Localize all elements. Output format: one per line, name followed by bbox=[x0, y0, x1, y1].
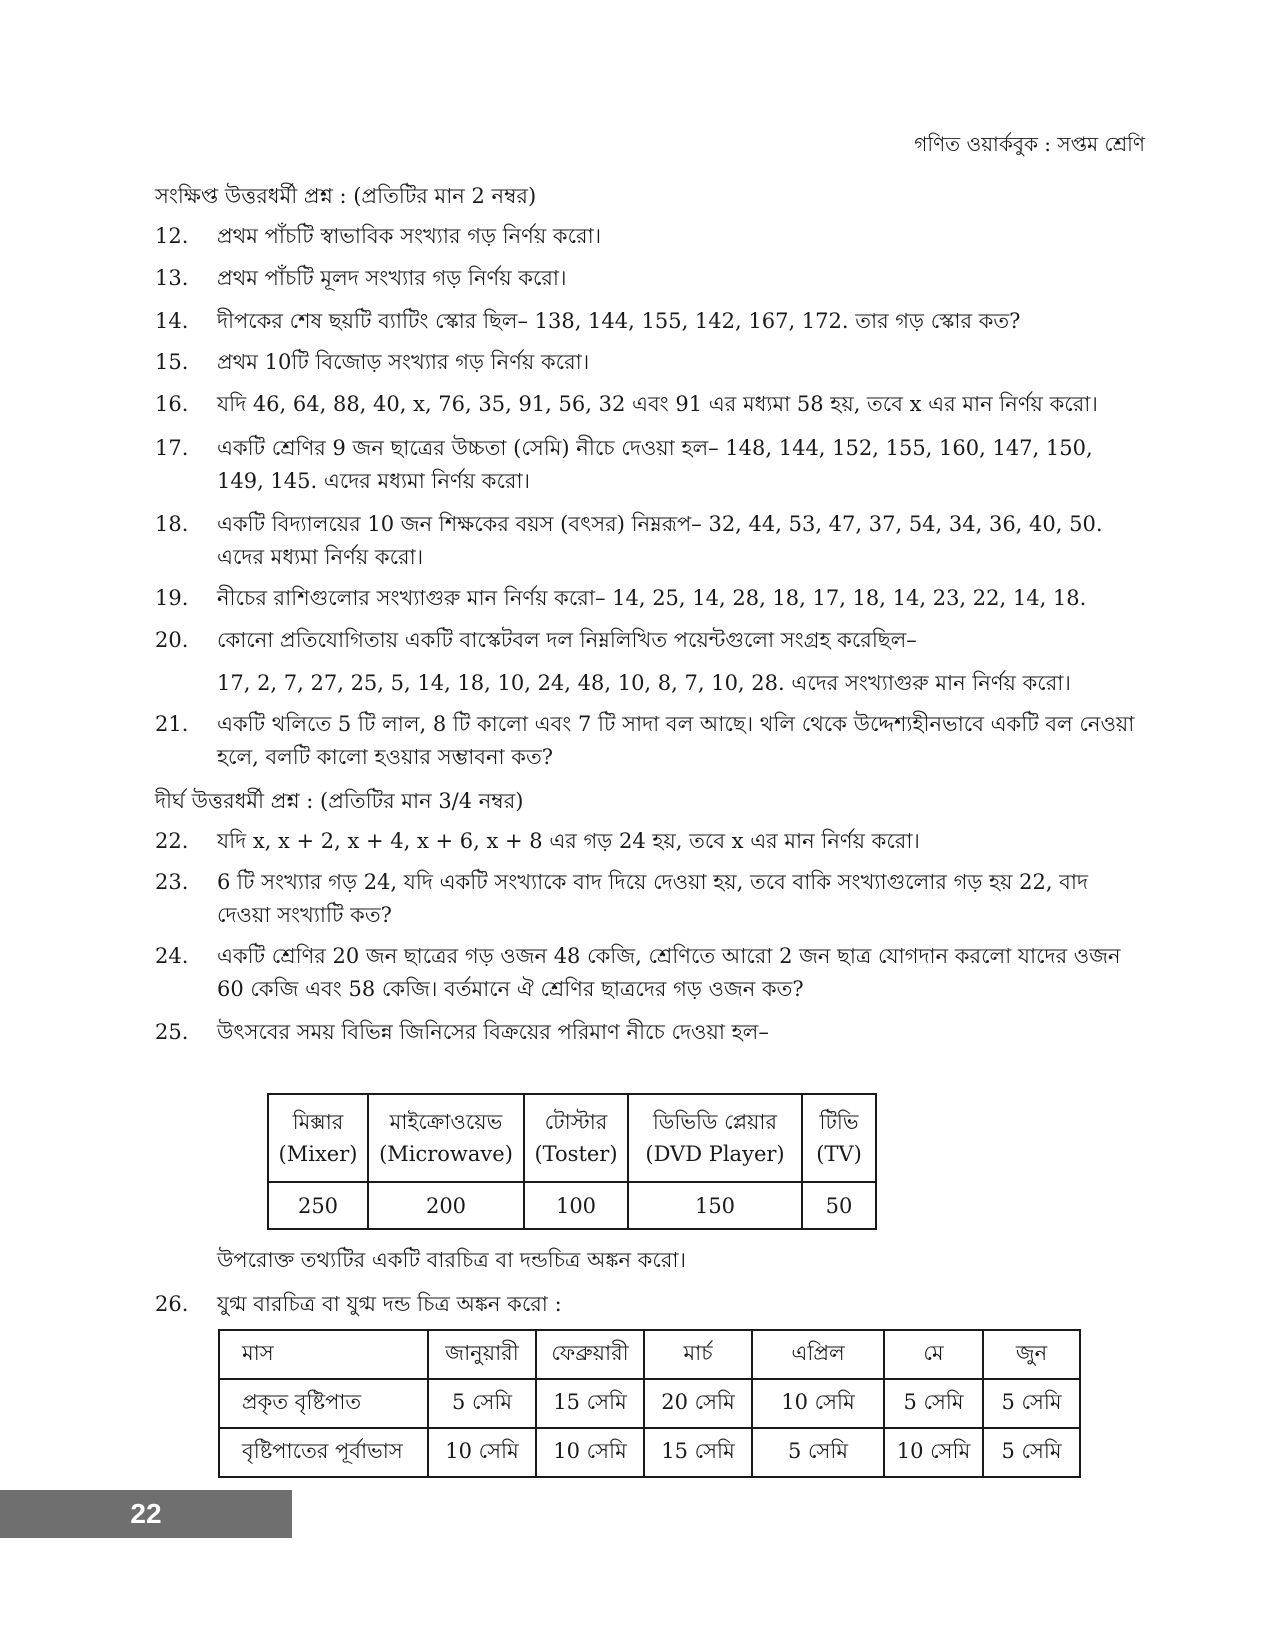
question-13 bbox=[155, 262, 1145, 295]
question-number: 16. bbox=[155, 392, 189, 416]
question-22 bbox=[155, 825, 1145, 858]
table-cell: 50 bbox=[802, 1182, 876, 1229]
table-cell: 10 সেমি bbox=[428, 1428, 536, 1477]
table-header-cell bbox=[802, 1094, 876, 1182]
question-18 bbox=[155, 508, 1145, 574]
table-header-row bbox=[268, 1094, 876, 1182]
header-en: (Mixer) bbox=[278, 1142, 358, 1166]
question-continuation: 17, 2, 7, 27, 25, 5, 14, 18, 10, 24, 48, 10, 8, 7, 10, 28. এদের সংখ্যাগুরু মান নির্ণয় করো। bbox=[217, 671, 1071, 695]
table-cell: 250 bbox=[268, 1182, 368, 1229]
table-cell: 15 সেমি bbox=[536, 1379, 644, 1428]
question-number: 26. bbox=[155, 1292, 189, 1316]
question-number: 12. bbox=[155, 224, 189, 248]
question-17 bbox=[155, 432, 1145, 498]
table-header-cell: ফেব্রুয়ারী bbox=[536, 1330, 644, 1379]
sales-table bbox=[267, 1093, 877, 1230]
question-text: 6 টি সংখ্যার গড় 24, যদি একটি সংখ্যাকে বাদ দিয়ে দেওয়া হয়, তবে বাকি সংখ্যাগুলোর গড় হয় 22, বাদ দেওয়া সংখ্যাটি কত? bbox=[217, 870, 1088, 927]
question-12 bbox=[155, 220, 1145, 253]
question-text: দীপকের শেষ ছয়টি ব্যাটিং স্কোর ছিল– 138, 144, 155, 142, 167, 172. তার গড় স্কোর কত? bbox=[217, 309, 1021, 333]
question-number: 24. bbox=[155, 944, 189, 968]
table-cell: 20 সেমি bbox=[644, 1379, 752, 1428]
question-15 bbox=[155, 346, 1145, 379]
question-text: প্রথম পাঁচটি স্বাভাবিক সংখ্যার গড় নির্ণয় করো। bbox=[217, 224, 602, 248]
question-text: প্রথম 10টি বিজোড় সংখ্যার গড় নির্ণয় করো। bbox=[217, 350, 590, 374]
table-header-cell bbox=[268, 1094, 368, 1182]
table-cell: 5 সেমি bbox=[428, 1379, 536, 1428]
question-21 bbox=[155, 708, 1145, 774]
question-number: 19. bbox=[155, 586, 189, 610]
table-cell: 5 সেমি bbox=[884, 1379, 983, 1428]
table-header-cell: এপ্রিল bbox=[752, 1330, 884, 1379]
question-24 bbox=[155, 940, 1145, 1006]
long-answer-section-title: দীর্ঘ উত্তরধর্মী প্রশ্ন : (প্রতিটির মান 3/4 নম্বর) bbox=[155, 789, 524, 813]
header-en: (TV) bbox=[816, 1142, 862, 1166]
question-text: উৎসবের সময় বিভিন্ন জিনিসের বিক্রয়ের পরিমাণ নীচে দেওয়া হল– bbox=[217, 1020, 769, 1044]
question-25 bbox=[155, 1016, 1145, 1049]
question-number: 25. bbox=[155, 1020, 189, 1044]
question-text: প্রথম পাঁচটি মূলদ সংখ্যার গড় নির্ণয় করো। bbox=[217, 266, 567, 290]
question-number: 21. bbox=[155, 712, 189, 736]
table-header-cell bbox=[368, 1094, 524, 1182]
table-header-cell bbox=[524, 1094, 628, 1182]
table-cell: 5 সেমি bbox=[983, 1379, 1080, 1428]
table-cell: 10 সেমি bbox=[884, 1428, 983, 1477]
question-number: 23. bbox=[155, 870, 189, 894]
question-text: কোনো প্রতিযোগিতায় একটি বাস্কেটবল দল নিম্নলিখিত পয়েন্টগুলো সংগ্রহ করেছিল– bbox=[217, 628, 917, 652]
short-answer-section-title: সংক্ষিপ্ত উত্তরধর্মী প্রশ্ন : (প্রতিটির মান 2 নম্বর) bbox=[155, 184, 537, 208]
question-14 bbox=[155, 305, 1145, 338]
table-cell: 100 bbox=[524, 1182, 628, 1229]
header-bn: মিক্সার bbox=[292, 1110, 344, 1134]
question-19 bbox=[155, 582, 1145, 615]
table-header-cell bbox=[628, 1094, 802, 1182]
question-26 bbox=[155, 1288, 1145, 1321]
question-number: 17. bbox=[155, 436, 189, 460]
table-header-cell: মাস bbox=[219, 1330, 428, 1379]
table-row bbox=[219, 1428, 1080, 1477]
question-23 bbox=[155, 866, 1145, 932]
question-number: 15. bbox=[155, 350, 189, 374]
question-16 bbox=[155, 388, 1145, 421]
header-en: (Microwave) bbox=[379, 1142, 513, 1166]
header-bn: টোস্টার bbox=[544, 1110, 608, 1134]
question-number: 13. bbox=[155, 266, 189, 290]
table-header-cell: মে bbox=[884, 1330, 983, 1379]
row-label: প্রকৃত বৃষ্টিপাত bbox=[219, 1379, 428, 1428]
page-number: 22 bbox=[0, 1490, 292, 1538]
question-text: যদি x, x + 2, x + 4, x + 6, x + 8 এর গড় 24 হয়, তবে x এর মান নির্ণয় করো। bbox=[217, 829, 920, 853]
header-title: গণিত ওয়ার্কবুক : সপ্তম শ্রেণি bbox=[914, 132, 1145, 156]
header-bn: মাইক্রোওয়েভ bbox=[389, 1110, 503, 1134]
question-text: যদি 46, 64, 88, 40, x, 76, 35, 91, 56, 32 এবং 91 এর মধ্যমা 58 হয়, তবে x এর মান নির্ণয় করো। bbox=[217, 392, 1098, 416]
table-cell: 5 সেমি bbox=[983, 1428, 1080, 1477]
question-20 bbox=[155, 624, 1145, 700]
question-text: যুগ্ম বারচিত্র বা যুগ্ম দন্ড চিত্র অঙ্কন করো : bbox=[217, 1292, 562, 1316]
table-row bbox=[219, 1379, 1080, 1428]
table-cell: 150 bbox=[628, 1182, 802, 1229]
row-label: বৃষ্টিপাতের পূর্বাভাস bbox=[219, 1428, 428, 1477]
header-bn: টিভি bbox=[819, 1110, 859, 1134]
question-text: একটি শ্রেণির 20 জন ছাত্রের গড় ওজন 48 কেজি, শ্রেণিতে আরো 2 জন ছাত্র যোগদান করলো যাদের ওজন 60 কেজি এবং 58 কেজি। বর্তমানে ঐ শ্রেণির ছাত্রদের গড় ওজন কত? bbox=[217, 944, 1121, 1001]
table-header-cell: মার্চ bbox=[644, 1330, 752, 1379]
question-text: একটি বিদ্যালয়ের 10 জন শিক্ষকের বয়স (বৎসর) নিম্নরূপ– 32, 44, 53, 47, 37, 54, 34, 36, 40, 50. এদের মধ্যমা নির্ণয় করো। bbox=[217, 512, 1103, 569]
header-bn: ডিভিডি প্লেয়ার bbox=[652, 1110, 778, 1134]
rainfall-table bbox=[218, 1329, 1081, 1478]
table-caption: উপরোক্ত তথ্যটির একটি বারচিত্র বা দন্ডচিত্র অঙ্কন করো। bbox=[217, 1248, 686, 1272]
header-en: (DVD Player) bbox=[645, 1142, 785, 1166]
table-header-row bbox=[219, 1330, 1080, 1379]
table-row bbox=[268, 1182, 876, 1229]
question-number: 22. bbox=[155, 829, 189, 853]
question-number: 20. bbox=[155, 628, 189, 652]
table-cell: 15 সেমি bbox=[644, 1428, 752, 1477]
table-cell: 200 bbox=[368, 1182, 524, 1229]
question-number: 14. bbox=[155, 309, 189, 333]
table-cell: 10 সেমি bbox=[536, 1428, 644, 1477]
table-cell: 5 সেমি bbox=[752, 1428, 884, 1477]
question-text: একটি শ্রেণির 9 জন ছাত্রের উচ্চতা (সেমি) নীচে দেওয়া হল– 148, 144, 152, 155, 160, 147, 150, 149, 145. এদের মধ্যমা নির্ণয় করো। bbox=[217, 436, 1093, 493]
table-header-cell: জুন bbox=[983, 1330, 1080, 1379]
question-number: 18. bbox=[155, 512, 189, 536]
table-header-cell: জানুয়ারী bbox=[428, 1330, 536, 1379]
header-en: (Toster) bbox=[534, 1142, 618, 1166]
question-text: একটি থলিতে 5 টি লাল, 8 টি কালো এবং 7 টি সাদা বল আছে। থলি থেকে উদ্দেশ্যহীনভাবে একটি বল নেওয়া হলে, বলটি কালো হওয়ার সম্ভাবনা কত? bbox=[217, 712, 1135, 769]
question-text: নীচের রাশিগুলোর সংখ্যাগুরু মান নির্ণয় করো– 14, 25, 14, 28, 18, 17, 18, 14, 23, 22, 14, 18. bbox=[217, 586, 1087, 610]
table-cell: 10 সেমি bbox=[752, 1379, 884, 1428]
